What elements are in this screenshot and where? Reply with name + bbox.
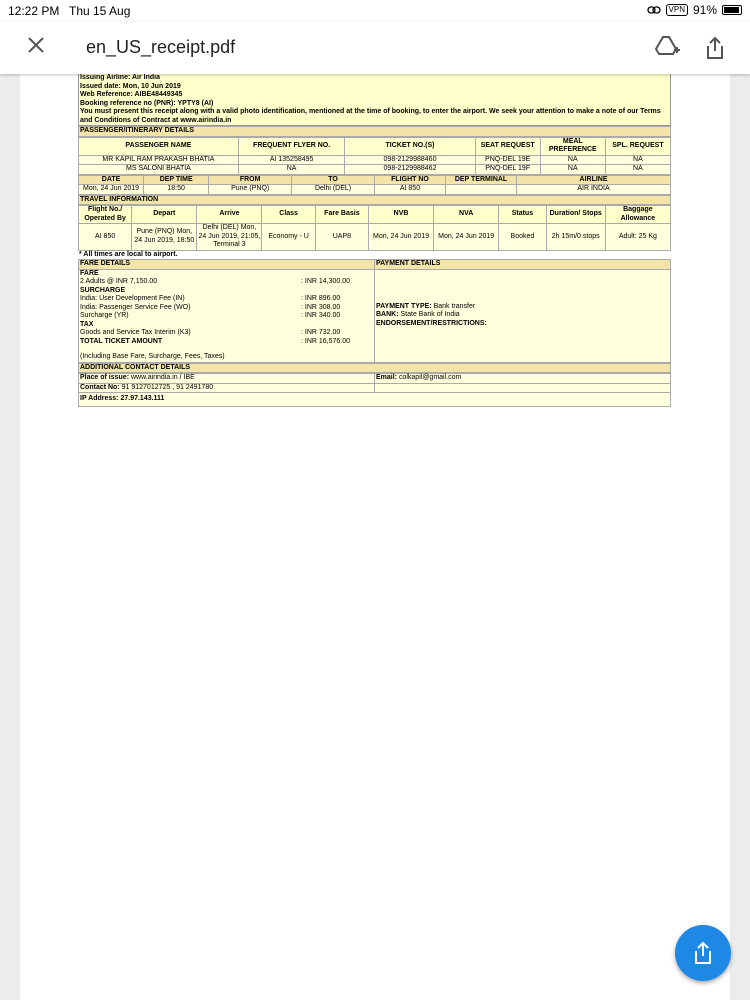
col-meal-preference: MEAL PREFERENCE xyxy=(540,137,605,155)
travel-flight: AI 850 xyxy=(79,224,132,251)
bank-label: BANK: xyxy=(376,311,399,319)
fare-label: FARE xyxy=(80,269,99,277)
passenger-name: MS SALONI BHATIA xyxy=(79,165,239,175)
travel-section-title: TRAVEL INFORMATION xyxy=(78,195,671,206)
receipt-notice: You must present this receipt along with a valid photo identification, mentioned at the time of booking, to enter the airport. We seek your attention to make a note of our Terms and Conditions of Contract at www.airindia.in xyxy=(80,108,661,124)
travel-nva: Mon, 24 Jun 2019 xyxy=(434,224,499,251)
col-to: TO xyxy=(292,175,375,185)
web-reference: Web Reference: AIBE48449345 xyxy=(80,91,183,98)
times-note: * All times are local to airport. xyxy=(78,251,671,260)
travel-status: Booked xyxy=(499,224,546,251)
place-label: Place of issue: xyxy=(80,374,130,381)
col-duration-stops: Duration/ Stops xyxy=(546,206,605,224)
spl-request: NA xyxy=(605,155,670,165)
receipt-document xyxy=(78,74,671,407)
travel-table xyxy=(78,205,671,251)
col-from: FROM xyxy=(209,175,292,185)
battery-icon xyxy=(722,5,742,15)
col-flight-no: FLIGHT NO xyxy=(374,175,445,185)
travel-fare-basis: UAP8 xyxy=(315,224,368,251)
payment-type-label: PAYMENT TYPE: xyxy=(376,302,432,310)
link-icon xyxy=(647,5,661,15)
place-value: www.airindia.in / IBE xyxy=(130,374,195,381)
issued-date: Issued date: Mon, 10 Jun 2019 xyxy=(80,82,181,90)
ticket-no: 098-2129988460 xyxy=(345,155,475,165)
passenger-section-title: PASSENGER/ITINERARY DETAILS xyxy=(78,126,671,137)
contact-label: Contact No: xyxy=(80,383,120,391)
share-fab-button[interactable] xyxy=(675,925,731,981)
contact-value: 91 9127012725 , 91 2491780 xyxy=(121,383,214,391)
meal-preference: NA xyxy=(540,155,605,165)
yr-value: : INR 340.00 xyxy=(301,312,341,319)
col-frequent-flyer: FREQUENT FLYER NO. xyxy=(238,137,345,155)
col-arrive: Arrive xyxy=(197,206,262,224)
passenger-table xyxy=(78,137,671,175)
col-spl-request: SPL. REQUEST xyxy=(605,137,670,155)
contact-empty-cell xyxy=(375,383,671,393)
travel-baggage: Adult: 25 Kg xyxy=(605,224,670,251)
itinerary-flight-no: AI 850 xyxy=(374,185,445,195)
udf-value: : INR 896.00 xyxy=(301,295,341,302)
pdf-page xyxy=(20,74,730,1000)
payment-details xyxy=(375,269,671,362)
itinerary-dep-time: 18:50 xyxy=(144,185,209,195)
travel-nvb: Mon, 24 Jun 2019 xyxy=(369,224,434,251)
col-class: Class xyxy=(262,206,315,224)
frequent-flyer-no: AI 135258495 xyxy=(238,155,345,165)
payment-type-value: Bank transfer xyxy=(433,302,476,310)
col-fare-basis: Fare Basis xyxy=(315,206,368,224)
status-icons xyxy=(647,3,742,17)
ip-address: IP Address: 27.97.143.111 xyxy=(79,393,671,407)
frequent-flyer-no: NA xyxy=(238,165,345,175)
bank-value: State Bank of India xyxy=(400,311,460,319)
passenger-name: MR KAPIL RAM PRAKASH BHATIA xyxy=(79,155,239,165)
col-seat-request: SEAT REQUEST xyxy=(475,137,540,155)
adults-fare-label: 2 Adults @ INR 7,150.00 xyxy=(80,278,158,285)
col-dep-terminal: DEP TERMINAL xyxy=(446,175,517,185)
issuing-airline: Issuing Airline: Air India xyxy=(80,74,160,81)
status-date: Thu 15 Aug xyxy=(69,4,131,18)
travel-arrive: Delhi (DEL) Mon, 24 Jun 2019, 21:05, Terminal 3 xyxy=(198,224,261,248)
itinerary-to: Delhi (DEL) xyxy=(292,185,375,195)
surcharge-label: SURCHARGE xyxy=(80,286,126,294)
col-passenger-name: PASSENGER NAME xyxy=(79,137,239,155)
seat-request: PNQ-DEL 19E xyxy=(475,155,540,165)
table-row xyxy=(79,155,671,165)
close-button[interactable] xyxy=(24,35,48,59)
col-status: Status xyxy=(499,206,546,224)
contact-email xyxy=(375,374,671,384)
total-label: TOTAL TICKET AMOUNT xyxy=(80,337,163,345)
fare-payment-table xyxy=(78,259,671,363)
itinerary-date: Mon, 24 Jun 2019 xyxy=(79,185,144,195)
total-note: (Including Base Fare, Surcharge, Fees, Taxes) xyxy=(80,353,225,360)
yr-label: Surcharge (YR) xyxy=(80,312,129,319)
fare-details xyxy=(79,269,375,362)
payment-section-title: PAYMENT DETAILS xyxy=(375,260,671,270)
itinerary-dep-terminal xyxy=(446,185,517,195)
seat-request: PNQ-DEL 19F xyxy=(475,165,540,175)
ticket-no: 098-2129988462 xyxy=(345,165,475,175)
itinerary-table xyxy=(78,175,671,195)
col-flight-operated-by: Flight No./ Operated By xyxy=(79,206,132,224)
spl-request: NA xyxy=(605,165,670,175)
travel-duration: 2h 15m/0 stops xyxy=(546,224,605,251)
col-dep-time: DEP TIME xyxy=(144,175,209,185)
booking-reference: Booking reference no (PNR): YPTY8 (AI) xyxy=(80,99,214,107)
total-value: : INR 16,576.00 xyxy=(301,337,351,345)
share-button[interactable] xyxy=(705,36,725,65)
email-label: Email: xyxy=(376,374,398,381)
udf-label: India: User Development Fee (IN) xyxy=(80,295,185,302)
gst-value: : INR 732.00 xyxy=(301,329,341,336)
meal-preference: NA xyxy=(540,165,605,175)
col-nva: NVA xyxy=(434,206,499,224)
adults-fare-value: : INR 14,300.00 xyxy=(301,278,351,285)
col-nvb: NVB xyxy=(369,206,434,224)
gst-label: Goods and Service Tax Interim (K3) xyxy=(80,329,191,336)
add-to-drive-button[interactable] xyxy=(655,36,681,63)
tax-label: TAX xyxy=(80,320,94,328)
vpn-badge: VPN xyxy=(666,4,688,16)
col-date: DATE xyxy=(79,175,144,185)
status-time: 12:22 PM xyxy=(8,4,60,18)
itinerary-airline: AIR INDIA xyxy=(517,185,671,195)
travel-class: Economy - U xyxy=(262,224,315,251)
contact-section-title: ADDITIONAL CONTACT DETAILS xyxy=(78,363,671,374)
psf-label: India: Passenger Service Fee (WO) xyxy=(80,303,191,311)
share-icon xyxy=(692,941,714,965)
table-row xyxy=(79,185,671,195)
email-value: colkapil@gmail.com xyxy=(398,374,462,381)
col-ticket-no: TICKET NO.(S) xyxy=(345,137,475,155)
contact-number xyxy=(79,383,375,393)
drive-add-icon xyxy=(655,36,681,58)
table-row xyxy=(79,224,671,251)
travel-depart: Pune (PNQ) Mon, 24 Jun 2019, 18:50 xyxy=(132,224,197,251)
itinerary-from: Pune (PNQ) xyxy=(209,185,292,195)
fare-section-title: FARE DETAILS xyxy=(79,260,375,270)
col-baggage: Baggage Allowance xyxy=(605,206,670,224)
share-icon xyxy=(705,36,725,60)
place-of-issue xyxy=(79,374,375,384)
endorsement-label: ENDORSEMENT/RESTRICTIONS: xyxy=(376,319,487,327)
col-depart: Depart xyxy=(132,206,197,224)
pdf-toolbar xyxy=(0,22,750,74)
table-row xyxy=(79,165,671,175)
col-airline: AIRLINE xyxy=(517,175,671,185)
receipt-header xyxy=(78,74,671,126)
status-bar xyxy=(0,0,750,22)
file-title: en_US_receipt.pdf xyxy=(86,37,236,57)
psf-value: : INR 308.00 xyxy=(301,303,341,311)
contact-table xyxy=(78,373,671,407)
close-icon xyxy=(27,36,45,54)
battery-percent: 91% xyxy=(692,3,717,17)
